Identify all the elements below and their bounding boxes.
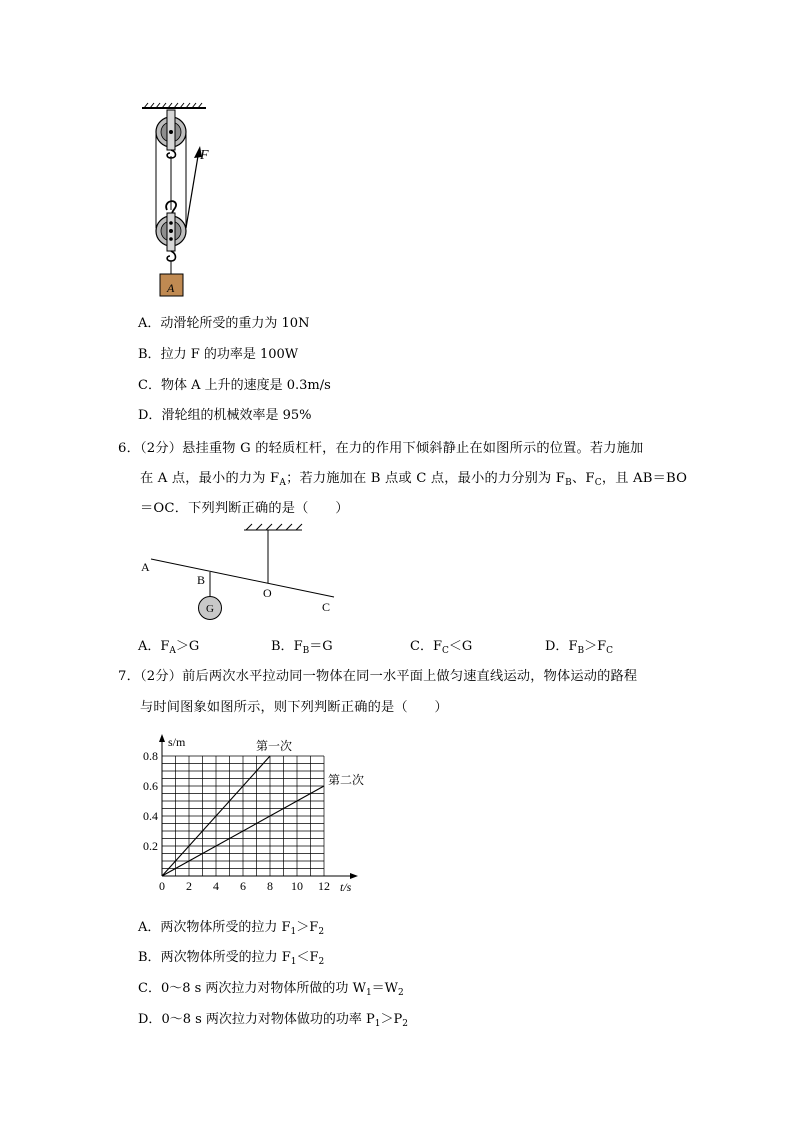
- q7-option-c[interactable]: C．0～8 s 两次拉力对物体所做的功 $W_1=W_2$: [138, 981, 404, 998]
- q6-option-a[interactable]: A．$F_A>G$: [138, 639, 200, 656]
- ceiling: [244, 524, 302, 530]
- chart-series: [162, 738, 364, 876]
- label-a: A: [141, 560, 150, 574]
- q5-option-c[interactable]: [138, 374, 331, 393]
- x-tick-label: 8: [267, 879, 273, 893]
- label-c: C: [322, 600, 331, 614]
- block-a-label: A: [167, 281, 175, 295]
- x-tick-label: 12: [318, 879, 330, 893]
- question-text: 悬挂重物 G 的轻质杠杆，在力的作用下倾斜静止在如图所示的位置。若力施加: [182, 441, 644, 456]
- fixed-pulley: [156, 110, 186, 158]
- q6-line-1: [118, 437, 643, 456]
- q6-line-3: ＝OC．下列判断正确的是（ ）: [140, 501, 349, 516]
- x-tick-label: 0: [159, 879, 165, 893]
- q7-line-2: 与时间图象如图所示，则下列判断正确的是（ ）: [140, 700, 448, 715]
- label-o: O: [263, 586, 272, 600]
- distance-time-chart: [128, 728, 378, 898]
- x-tick-label: 2: [186, 879, 192, 893]
- y-axis-arrow: [159, 734, 165, 742]
- pulley-figure: [130, 98, 240, 302]
- option-letter: C．: [138, 378, 161, 393]
- lever-figure: [136, 522, 348, 622]
- q6-option-d[interactable]: D．$F_B>F_C$: [545, 639, 614, 656]
- option-letter: A．: [138, 316, 161, 331]
- x-tick-label: 6: [240, 879, 246, 893]
- chart-grid: [162, 756, 324, 876]
- lever: [151, 559, 334, 597]
- series-label-1: 第一次: [256, 739, 293, 753]
- x-tick-label: 4: [213, 879, 219, 893]
- x-axis-label: t/s: [340, 880, 352, 894]
- y-tick-label: 0.8: [143, 749, 158, 763]
- q5-option-a[interactable]: [138, 312, 309, 331]
- q7-option-b[interactable]: B．两次物体所受的拉力 $F_1<F_2$: [138, 950, 325, 967]
- question-text: 前后两次水平拉动同一物体在同一水平面上做匀速直线运动，物体运动的路程: [182, 669, 638, 684]
- ceiling: [142, 103, 206, 108]
- question-score: （2分）: [139, 441, 183, 456]
- label-b: B: [197, 573, 206, 587]
- question-score: （2分）: [139, 669, 183, 684]
- q7-line-1: [118, 665, 637, 684]
- y-tick-label: 0.4: [143, 809, 158, 823]
- q6-option-c[interactable]: C．$F_C<G$: [410, 639, 473, 656]
- option-text: 物体 A 上升的速度是 0.3m/s: [160, 378, 331, 393]
- q5-option-d[interactable]: [138, 404, 311, 423]
- q7-option-a[interactable]: A．两次物体所受的拉力 $F_1>F_2$: [138, 920, 325, 937]
- option-text: 滑轮组的机械效率是 95%: [161, 408, 312, 423]
- q5-option-b[interactable]: [138, 343, 298, 362]
- movable-pulley: [156, 201, 186, 274]
- option-letter: B．: [138, 347, 161, 362]
- question-number: 6．: [118, 441, 140, 456]
- x-tick-label: 10: [291, 879, 303, 893]
- q6-option-b[interactable]: B．$F_B=G$: [271, 639, 333, 656]
- label-g: G: [206, 603, 214, 615]
- series-label-2: 第二次: [328, 773, 365, 787]
- q7-option-d[interactable]: D．0～8 s 两次拉力对物体做功的功率 $P_1>P_2$: [138, 1012, 409, 1029]
- q6-line-2: 在 A 点，最小的力为 $F_A$；若力施加在 B 点或 C 点，最小的力分别为 $F_B$、$F_C$，且 AB＝BO: [140, 471, 688, 488]
- question-number: 7．: [118, 669, 140, 684]
- option-text: 动滑轮所受的重力为 10N: [160, 316, 310, 331]
- x-axis-arrow: [350, 873, 358, 879]
- option-text: 拉力 F 的功率是 100W: [160, 347, 299, 362]
- y-tick-label: 0.6: [143, 779, 158, 793]
- y-axis-label: s/m: [168, 735, 186, 749]
- y-tick-label: 0.2: [143, 839, 158, 853]
- force-label: F: [200, 148, 209, 163]
- option-letter: D．: [138, 408, 162, 423]
